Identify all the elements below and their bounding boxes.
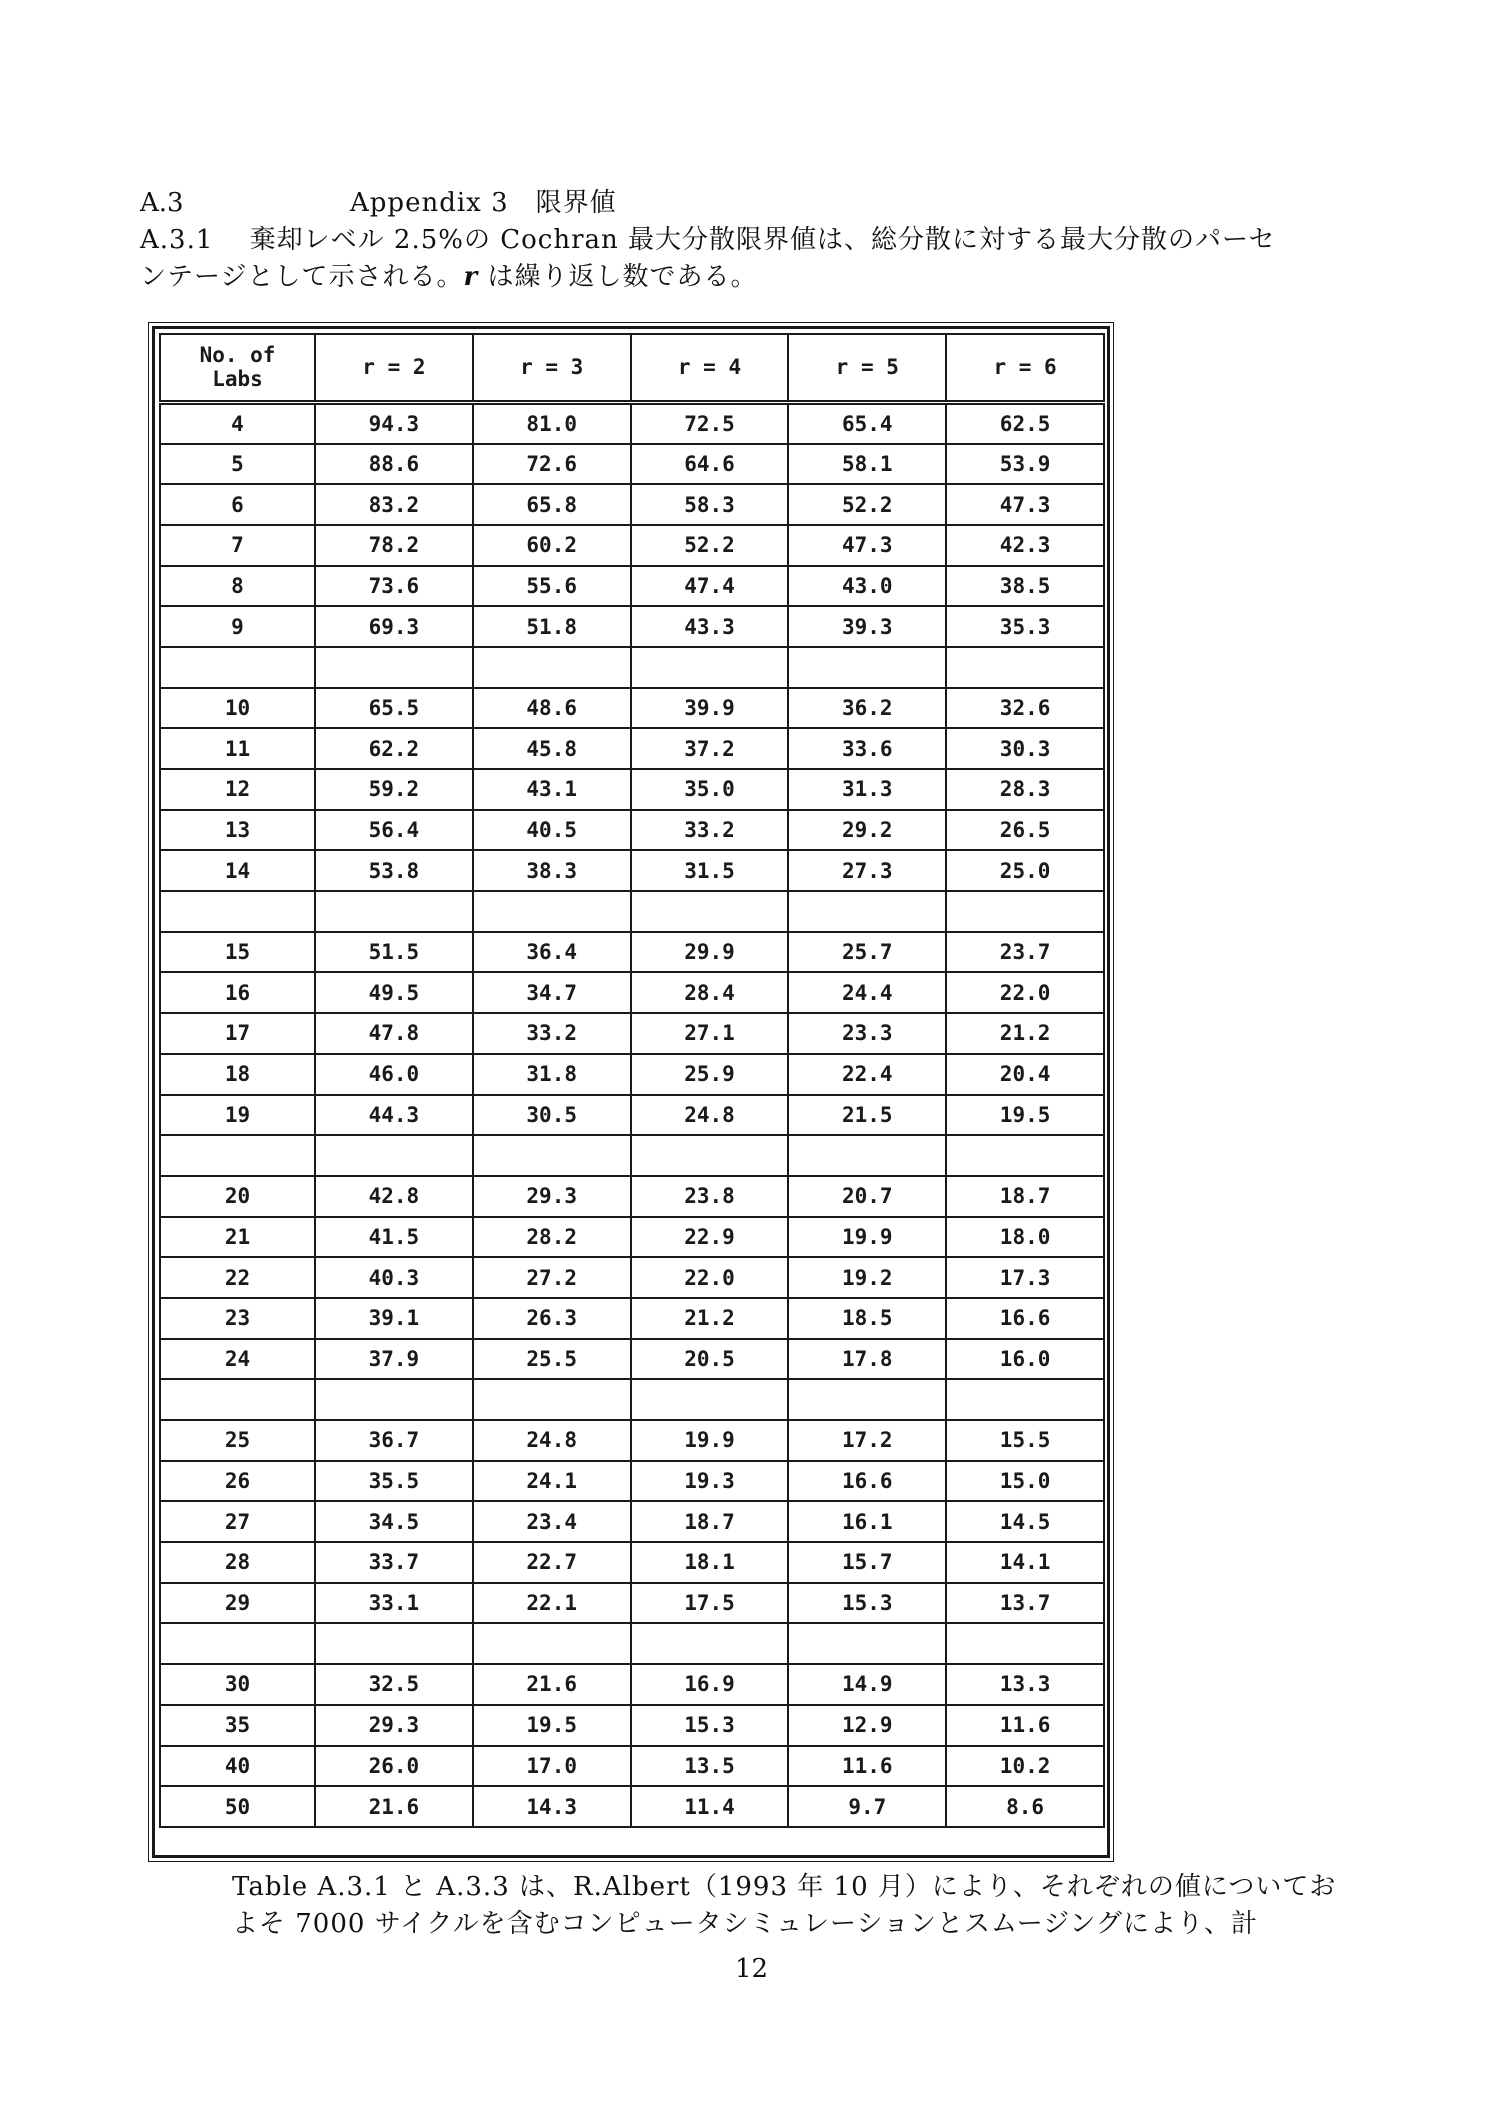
blank-cell [631, 891, 789, 932]
cell-value: 16.1 [788, 1501, 946, 1542]
cell-value: 33.1 [315, 1583, 473, 1624]
cell-value: 15.3 [788, 1583, 946, 1624]
cell-value: 22.0 [631, 1257, 789, 1298]
cell-value: 56.4 [315, 810, 473, 851]
blank-cell [631, 1623, 789, 1664]
cell-value: 34.7 [473, 972, 631, 1013]
cell-value: 16.6 [788, 1461, 946, 1502]
cell-labs: 18 [160, 1054, 315, 1095]
cell-value: 81.0 [473, 402, 631, 444]
cell-value: 21.6 [473, 1664, 631, 1705]
cell-labs: 29 [160, 1583, 315, 1624]
cell-value: 14.1 [946, 1542, 1104, 1583]
header-labs-line-2: Labs [212, 367, 263, 392]
table-row [160, 1542, 1104, 1583]
cell-value: 83.2 [315, 484, 473, 525]
cell-value: 45.8 [473, 728, 631, 769]
cell-labs: 25 [160, 1420, 315, 1461]
blank-cell [473, 1623, 631, 1664]
cell-value: 28.3 [946, 769, 1104, 810]
cell-value: 32.6 [946, 688, 1104, 729]
cell-value: 41.5 [315, 1217, 473, 1258]
cell-value: 58.3 [631, 484, 789, 525]
cell-value: 47.3 [788, 525, 946, 566]
header-labs-line-1: No. of [199, 343, 276, 368]
header-r3: r = 3 [473, 334, 631, 402]
cell-value: 53.8 [315, 850, 473, 891]
cell-value: 19.5 [946, 1095, 1104, 1136]
cell-value: 43.0 [788, 566, 946, 607]
cell-labs: 22 [160, 1257, 315, 1298]
cell-labs: 21 [160, 1217, 315, 1258]
cell-value: 10.2 [946, 1746, 1104, 1787]
cell-value: 88.6 [315, 444, 473, 485]
cell-value: 28.2 [473, 1217, 631, 1258]
cell-labs: 9 [160, 606, 315, 647]
cell-value: 22.4 [788, 1054, 946, 1095]
header-r2: r = 2 [315, 334, 473, 402]
cell-value: 65.5 [315, 688, 473, 729]
cell-labs: 28 [160, 1542, 315, 1583]
table-row [160, 932, 1104, 973]
cell-labs: 10 [160, 688, 315, 729]
header-r5: r = 5 [788, 334, 946, 402]
header-labs [160, 334, 315, 402]
cell-value: 39.1 [315, 1298, 473, 1339]
cell-value: 24.4 [788, 972, 946, 1013]
cell-labs: 40 [160, 1746, 315, 1787]
cell-value: 27.3 [788, 850, 946, 891]
cell-value: 11.4 [631, 1786, 789, 1827]
cell-value: 16.9 [631, 1664, 789, 1705]
cell-value: 29.3 [315, 1705, 473, 1746]
cell-labs: 23 [160, 1298, 315, 1339]
blank-cell [788, 1379, 946, 1420]
cell-value: 21.5 [788, 1095, 946, 1136]
blank-cell [315, 1623, 473, 1664]
table-row [160, 402, 1104, 444]
cell-value: 42.8 [315, 1176, 473, 1217]
cell-value: 28.4 [631, 972, 789, 1013]
blank-separator-row [160, 1623, 1104, 1664]
cochran-critical-values-table [152, 326, 1110, 1858]
cell-value: 64.6 [631, 444, 789, 485]
table-row [160, 1705, 1104, 1746]
blank-cell [788, 647, 946, 688]
blank-cell [160, 647, 315, 688]
table-row [160, 1298, 1104, 1339]
cell-value: 53.9 [946, 444, 1104, 485]
cell-value: 26.3 [473, 1298, 631, 1339]
cell-value: 21.2 [946, 1013, 1104, 1054]
cell-labs: 20 [160, 1176, 315, 1217]
cell-value: 62.2 [315, 728, 473, 769]
cell-value: 15.5 [946, 1420, 1104, 1461]
table-row [160, 1664, 1104, 1705]
cell-value: 13.3 [946, 1664, 1104, 1705]
table-row [160, 1217, 1104, 1258]
cell-value: 19.5 [473, 1705, 631, 1746]
cell-value: 36.2 [788, 688, 946, 729]
cell-value: 15.3 [631, 1705, 789, 1746]
table-row [160, 525, 1104, 566]
cell-labs: 14 [160, 850, 315, 891]
cell-value: 37.2 [631, 728, 789, 769]
cell-value: 33.6 [788, 728, 946, 769]
cell-value: 43.1 [473, 769, 631, 810]
cell-value: 62.5 [946, 402, 1104, 444]
blank-cell [160, 891, 315, 932]
cell-value: 18.7 [946, 1176, 1104, 1217]
table-body [160, 402, 1104, 1827]
cell-value: 23.4 [473, 1501, 631, 1542]
cell-value: 51.5 [315, 932, 473, 973]
cell-value: 23.8 [631, 1176, 789, 1217]
cell-value: 14.5 [946, 1501, 1104, 1542]
cell-value: 30.3 [946, 728, 1104, 769]
cell-labs: 27 [160, 1501, 315, 1542]
cell-value: 59.2 [315, 769, 473, 810]
cell-value: 17.3 [946, 1257, 1104, 1298]
blank-cell [946, 1623, 1104, 1664]
blank-cell [160, 1135, 315, 1176]
blank-cell [473, 891, 631, 932]
cell-value: 27.1 [631, 1013, 789, 1054]
cell-value: 33.2 [631, 810, 789, 851]
cell-value: 13.7 [946, 1583, 1104, 1624]
cell-value: 47.3 [946, 484, 1104, 525]
blank-cell [946, 1135, 1104, 1176]
cell-labs: 4 [160, 402, 315, 444]
header-r4: r = 4 [631, 334, 789, 402]
cell-value: 36.7 [315, 1420, 473, 1461]
intro-variable-r: r [463, 262, 479, 292]
section-number: A.3 [140, 188, 184, 218]
table-row [160, 1013, 1104, 1054]
blank-separator-row [160, 1135, 1104, 1176]
cell-value: 18.5 [788, 1298, 946, 1339]
blank-cell [946, 647, 1104, 688]
cell-value: 39.3 [788, 606, 946, 647]
table-row [160, 810, 1104, 851]
table-row [160, 1786, 1104, 1827]
cell-value: 49.5 [315, 972, 473, 1013]
cell-value: 17.2 [788, 1420, 946, 1461]
blank-cell [946, 891, 1104, 932]
intro-line-2 [140, 260, 757, 294]
cell-value: 17.0 [473, 1746, 631, 1787]
cell-value: 47.4 [631, 566, 789, 607]
cell-value: 72.5 [631, 402, 789, 444]
cell-value: 15.0 [946, 1461, 1104, 1502]
cell-value: 27.2 [473, 1257, 631, 1298]
cell-value: 72.6 [473, 444, 631, 485]
table-row [160, 688, 1104, 729]
blank-cell [946, 1379, 1104, 1420]
blank-cell [315, 1379, 473, 1420]
cell-labs: 12 [160, 769, 315, 810]
cell-value: 58.1 [788, 444, 946, 485]
cell-value: 33.2 [473, 1013, 631, 1054]
cell-value: 22.7 [473, 1542, 631, 1583]
cell-value: 44.3 [315, 1095, 473, 1136]
cell-labs: 16 [160, 972, 315, 1013]
table-row [160, 566, 1104, 607]
cell-value: 24.8 [473, 1420, 631, 1461]
blank-cell [160, 1623, 315, 1664]
table-header-row [160, 334, 1104, 402]
table-row [160, 1583, 1104, 1624]
cell-value: 33.7 [315, 1542, 473, 1583]
cell-value: 55.6 [473, 566, 631, 607]
cell-value: 11.6 [946, 1705, 1104, 1746]
table-row [160, 484, 1104, 525]
cell-value: 73.6 [315, 566, 473, 607]
cell-value: 22.1 [473, 1583, 631, 1624]
blank-cell [631, 1135, 789, 1176]
cell-value: 14.9 [788, 1664, 946, 1705]
cell-value: 65.4 [788, 402, 946, 444]
cell-value: 35.0 [631, 769, 789, 810]
cell-value: 30.5 [473, 1095, 631, 1136]
cell-value: 14.3 [473, 1786, 631, 1827]
cell-value: 40.3 [315, 1257, 473, 1298]
cell-value: 12.9 [788, 1705, 946, 1746]
cell-labs: 6 [160, 484, 315, 525]
cell-value: 60.2 [473, 525, 631, 566]
cell-value: 16.6 [946, 1298, 1104, 1339]
cell-value: 39.9 [631, 688, 789, 729]
intro-line-2-pre: ンテージとして示される。 [140, 262, 464, 292]
cell-value: 37.9 [315, 1339, 473, 1380]
intro-line-1: A.3.1 棄却レベル 2.5%の Cochran 最大分散限界値は、総分散に対する最大分散のパーセ [140, 225, 1276, 255]
cell-value: 18.7 [631, 1501, 789, 1542]
header-r6: r = 6 [946, 334, 1104, 402]
cell-value: 35.5 [315, 1461, 473, 1502]
footer-line-2: よそ 7000 サイクルを含むコンピュータシミュレーションとスムージングにより、計 [232, 1909, 1259, 1939]
cell-value: 20.4 [946, 1054, 1104, 1095]
cell-value: 15.7 [788, 1542, 946, 1583]
cell-value: 29.9 [631, 932, 789, 973]
cell-value: 25.9 [631, 1054, 789, 1095]
cell-value: 19.9 [788, 1217, 946, 1258]
cell-value: 52.2 [631, 525, 789, 566]
cell-value: 18.1 [631, 1542, 789, 1583]
cell-value: 31.3 [788, 769, 946, 810]
blank-cell [631, 647, 789, 688]
cell-value: 48.6 [473, 688, 631, 729]
table-row [160, 606, 1104, 647]
cell-value: 19.2 [788, 1257, 946, 1298]
cell-value: 69.3 [315, 606, 473, 647]
cell-value: 17.8 [788, 1339, 946, 1380]
cell-value: 23.7 [946, 932, 1104, 973]
cell-labs: 11 [160, 728, 315, 769]
cell-value: 34.5 [315, 1501, 473, 1542]
cell-value: 22.0 [946, 972, 1104, 1013]
blank-cell [160, 1379, 315, 1420]
blank-cell [315, 647, 473, 688]
cell-labs: 5 [160, 444, 315, 485]
cell-value: 35.3 [946, 606, 1104, 647]
cell-value: 13.5 [631, 1746, 789, 1787]
cell-value: 8.6 [946, 1786, 1104, 1827]
cell-value: 32.5 [315, 1664, 473, 1705]
table-row [160, 1095, 1104, 1136]
cell-value: 52.2 [788, 484, 946, 525]
blank-cell [788, 1135, 946, 1176]
cell-value: 9.7 [788, 1786, 946, 1827]
table-row [160, 1461, 1104, 1502]
cell-labs: 24 [160, 1339, 315, 1380]
cell-value: 24.8 [631, 1095, 789, 1136]
page-number: 12 [735, 1954, 769, 1984]
cell-value: 18.0 [946, 1217, 1104, 1258]
table-row [160, 728, 1104, 769]
cell-labs: 7 [160, 525, 315, 566]
cell-value: 31.8 [473, 1054, 631, 1095]
footer-line-1: Table A.3.1 と A.3.3 は、R.Albert（1993 年 10 月）により、それぞれの値についてお [232, 1872, 1337, 1902]
cell-labs: 17 [160, 1013, 315, 1054]
table-row [160, 850, 1104, 891]
cell-value: 42.3 [946, 525, 1104, 566]
blank-separator-row [160, 1379, 1104, 1420]
cell-value: 43.3 [631, 606, 789, 647]
table-row [160, 1176, 1104, 1217]
blank-cell [788, 1623, 946, 1664]
cell-value: 19.3 [631, 1461, 789, 1502]
table-row [160, 1501, 1104, 1542]
table-row [160, 769, 1104, 810]
cell-value: 21.6 [315, 1786, 473, 1827]
cell-value: 29.2 [788, 810, 946, 851]
intro-line-2-post: は繰り返し数である。 [478, 262, 758, 292]
table-row [160, 1746, 1104, 1787]
blank-cell [315, 1135, 473, 1176]
cell-value: 47.8 [315, 1013, 473, 1054]
blank-cell [473, 1135, 631, 1176]
cell-labs: 19 [160, 1095, 315, 1136]
blank-cell [788, 891, 946, 932]
cell-value: 17.5 [631, 1583, 789, 1624]
cell-value: 23.3 [788, 1013, 946, 1054]
blank-cell [473, 1379, 631, 1420]
cell-value: 26.0 [315, 1746, 473, 1787]
table-row [160, 1339, 1104, 1380]
cell-labs: 30 [160, 1664, 315, 1705]
cell-value: 65.8 [473, 484, 631, 525]
cell-value: 19.9 [631, 1420, 789, 1461]
cell-value: 46.0 [315, 1054, 473, 1095]
blank-cell [631, 1379, 789, 1420]
section-title: Appendix 3 限界値 [350, 188, 617, 218]
cell-value: 20.7 [788, 1176, 946, 1217]
cell-value: 40.5 [473, 810, 631, 851]
blank-separator-row [160, 891, 1104, 932]
cell-value: 25.7 [788, 932, 946, 973]
blank-cell [473, 647, 631, 688]
blank-cell [315, 891, 473, 932]
cell-value: 16.0 [946, 1339, 1104, 1380]
blank-separator-row [160, 647, 1104, 688]
cell-value: 26.5 [946, 810, 1104, 851]
cell-value: 31.5 [631, 850, 789, 891]
cell-value: 51.8 [473, 606, 631, 647]
cell-value: 20.5 [631, 1339, 789, 1380]
cell-value: 24.1 [473, 1461, 631, 1502]
table-row [160, 1420, 1104, 1461]
cell-value: 25.5 [473, 1339, 631, 1380]
cell-labs: 50 [160, 1786, 315, 1827]
cell-value: 36.4 [473, 932, 631, 973]
data-table [159, 333, 1105, 1828]
table-row [160, 1257, 1104, 1298]
cell-value: 25.0 [946, 850, 1104, 891]
cell-labs: 26 [160, 1461, 315, 1502]
cell-value: 11.6 [788, 1746, 946, 1787]
cell-labs: 15 [160, 932, 315, 973]
cell-labs: 35 [160, 1705, 315, 1746]
cell-labs: 8 [160, 566, 315, 607]
table-row [160, 444, 1104, 485]
table-row [160, 972, 1104, 1013]
table-row [160, 1054, 1104, 1095]
cell-value: 29.3 [473, 1176, 631, 1217]
cell-labs: 13 [160, 810, 315, 851]
cell-value: 21.2 [631, 1298, 789, 1339]
cell-value: 94.3 [315, 402, 473, 444]
cell-value: 22.9 [631, 1217, 789, 1258]
cell-value: 38.3 [473, 850, 631, 891]
cell-value: 78.2 [315, 525, 473, 566]
cell-value: 38.5 [946, 566, 1104, 607]
